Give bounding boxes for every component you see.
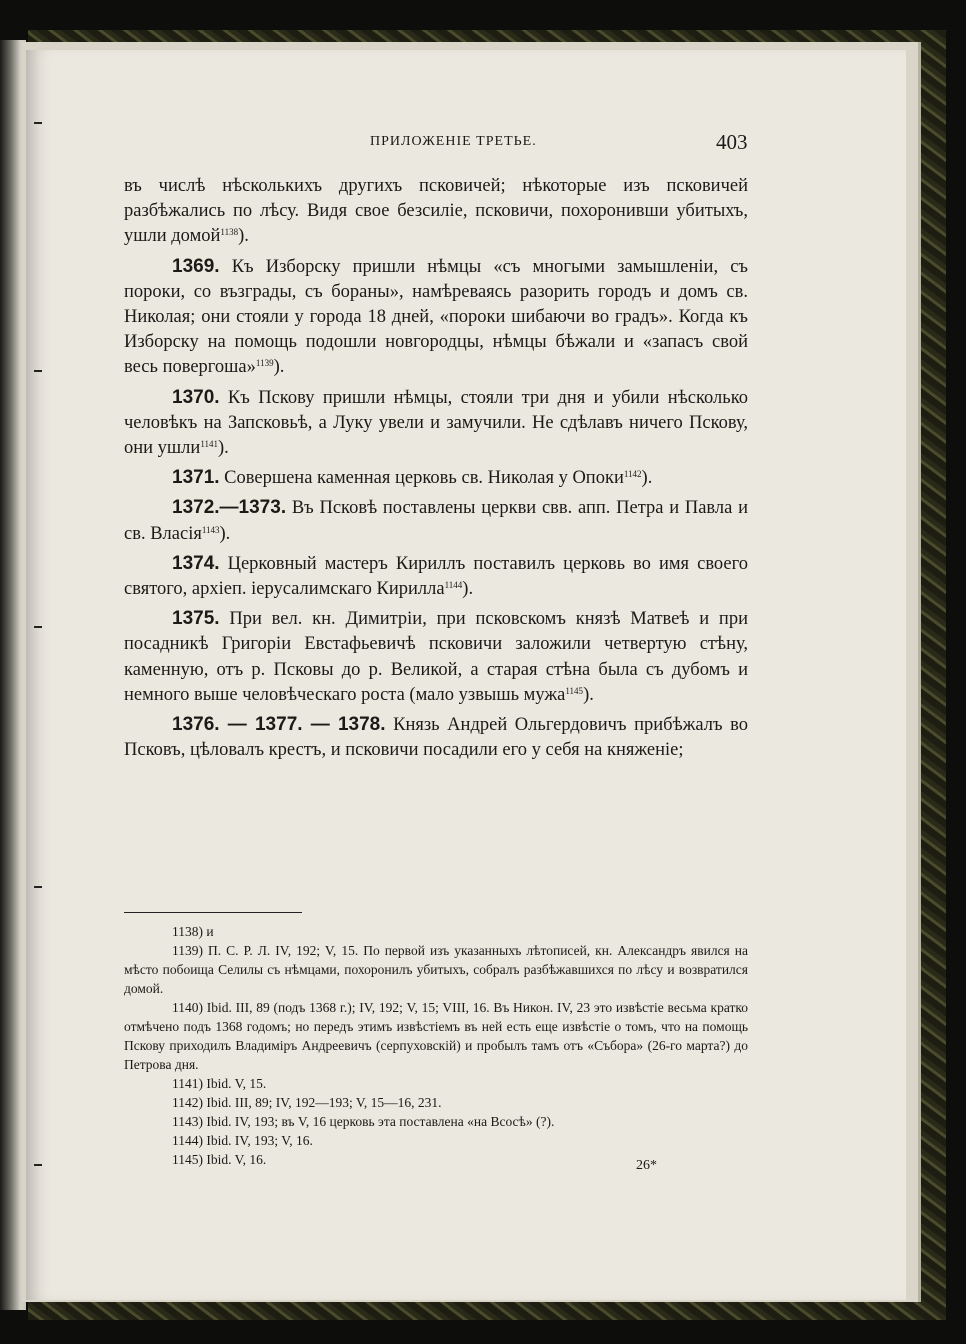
year-heading: 1370. — [172, 386, 220, 408]
footnote: 1145) Ibid. V, 16. — [172, 1152, 267, 1167]
paragraph: 1369. Къ Изборску пришли нѣмцы «съ многыми замышленіи, съ пороки, со възграды, съ бораны», намѣреваясь разорить городъ и домъ св. Николая; они стояли у города 18 дней, «пороки шибаючи во градъ». Когда къ Изборску на помощь подошли новгородцы, нѣмцы бѣжали и «запасъ свой весь повергоша»$^{1139}$). — [124, 255, 748, 378]
year-heading: 1372.—1373. — [172, 497, 287, 519]
footnote: 1144) Ibid. IV, 193; V, 16. — [172, 1133, 313, 1148]
book-page — [26, 50, 906, 1300]
binding-stitch — [34, 370, 42, 372]
footnotes — [124, 922, 748, 1169]
footnote: 1141) Ibid. V, 15. — [172, 1076, 267, 1091]
paragraph: 1375. При вел. кн. Димитріи, при псковскомъ князѣ Матвеѣ и при посадникѣ Григоріи Евстафьевичѣ псковичи заложили четвертую стѣну, каменную, отъ р. Псковы до р. Великой, а старая стѣна была съ дубомъ и немного выше человѣческаго роста (мало узвышь мужа$^{1145}$). — [124, 608, 748, 705]
signature-mark: 26* — [636, 1158, 657, 1173]
paragraph: 1372.—1373. Въ Псковѣ поставлены церкви свв. апп. Петра и Павла и св. Власія$^{1143}$). — [124, 497, 748, 544]
year-heading: 1375. — [172, 608, 220, 630]
paragraph: 1370. Къ Пскову пришли нѣмцы, стояли три дня и убили нѣсколько человѣкъ на Запсковьѣ, а Луку увели и замучили. Не сдѣлавъ ничего Пскову, они ушли$^{1141}$). — [124, 386, 748, 459]
footnote-ref: 1143 — [201, 524, 220, 535]
main-text — [124, 174, 748, 767]
footnote-ref: 1141 — [200, 439, 218, 450]
binding-stitch — [34, 626, 42, 628]
footnote-ref: 1142 — [623, 469, 642, 480]
paragraph: въ числѣ нѣсколькихъ другихъ псковичей; нѣкоторые изъ псковичей разбѣжались по лѣсу. Видя свое безсиліе, псковичи, похоронивши убитыхъ, ушли домой$^{1138}$). — [124, 176, 748, 247]
year-heading: 1369. — [172, 255, 220, 277]
paragraph: 1371. Совершена каменная церковь св. Николая у Опоки$^{1142}$). — [172, 467, 653, 489]
running-header: ПРИЛОЖЕНІЕ ТРЕТЬЕ. — [370, 134, 537, 149]
binding-stitch — [34, 1164, 42, 1166]
year-heading: 1374. — [172, 552, 220, 574]
page-number: 403 — [716, 130, 748, 154]
footnote-ref: 1145 — [565, 685, 584, 696]
footnote: 1138) и — [172, 924, 214, 939]
year-heading: 1376. — 1377. — 1378. — [172, 714, 386, 736]
footnote-ref: 1144 — [444, 580, 463, 591]
footnote-ref: 1139 — [255, 358, 274, 369]
binding-stitch — [34, 886, 42, 888]
year-heading: 1371. — [172, 467, 220, 489]
footnote: 1139) П. С. Р. Л. IV, 192; V, 15. По первой изъ указанныхъ лѣтописей, кн. Александръ явился на мѣсто побоища Селилы съ нѣмцами, похоронилъ убитыхъ, собралъ разбѣжавшихся по лѣсу и возвратился домой. — [124, 943, 748, 996]
paragraph: 1376. — 1377. — 1378. Князь Андрей Ольгердовичъ прибѣжалъ во Псковъ, цѣловалъ крестъ, и псковичи посадили его у себя на княженіе; — [124, 714, 749, 761]
paragraph: 1374. Церковный мастеръ Кириллъ поставилъ церковь во имя своего святого, архіеп. іерусалимскаго Кирилла$^{1144}$). — [124, 552, 748, 600]
footnote: 1142) Ibid. III, 89; IV, 192—193; V, 15—16, 231. — [172, 1095, 442, 1110]
footnote-divider — [124, 912, 302, 913]
footnote: 1143) Ibid. IV, 193; въ V, 16 церковь эта поставлена «на Всосѣ» (?). — [172, 1114, 555, 1129]
footnote: 1140) Ibid. III, 89 (подъ 1368 г.); IV, 192; V, 15; VIII, 16. Въ Никон. IV, 23 это извѣстіе весьма кратко отмѣчено подъ 1368 годомъ; но передъ этимъ извѣстіемъ въ ней есть еще извѣстіе о томъ, что на помощь Пскову приходилъ Владиміръ Андреевичъ (серпуховскій) и пробылъ тамъ отъ «Събора» (26-го марта?) до Петрова дня. — [124, 1000, 748, 1072]
footnote-ref: 1138 — [220, 227, 239, 238]
binding-stitch — [34, 122, 42, 124]
